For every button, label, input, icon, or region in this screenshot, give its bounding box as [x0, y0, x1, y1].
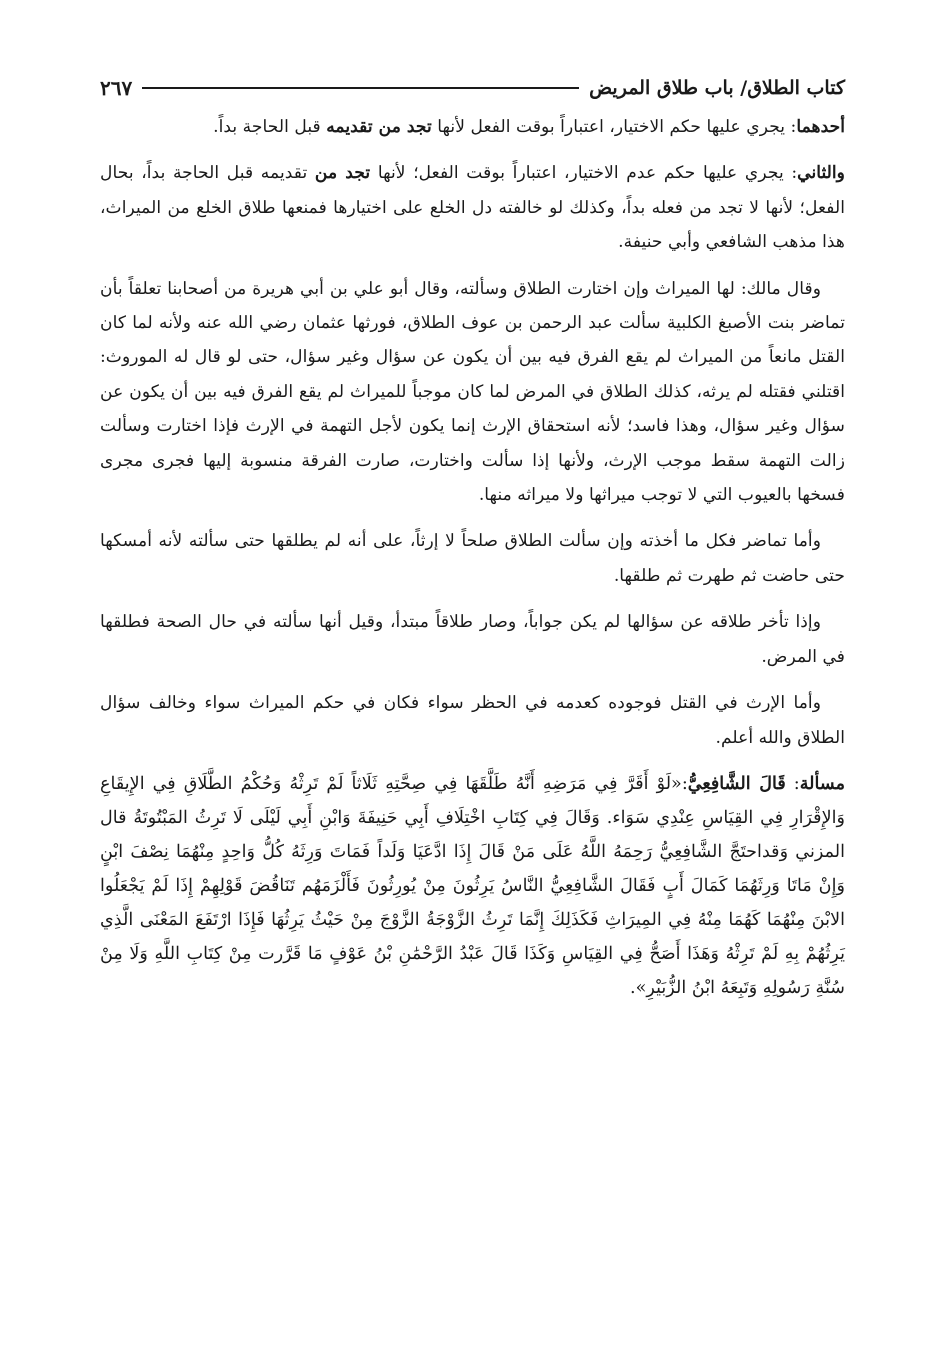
paragraph-second-opinion [100, 156, 845, 259]
paragraph-lead: أحدهما [796, 117, 845, 137]
paragraph-text: قبل الحاجة بداً. [213, 117, 327, 137]
masala-text: :«لَوْ أَقَرَّ فِي مَرَضِهِ أَنَّهُ طَلَّقَهَا فِي صِحَّتِهِ ثَلَاثاً لَمْ تَرِثْهُ وَحُكْمُ الطَّلَاقِ فِي الإِيقَاعِ وَالإِقْرَارِ فِي القِيَاسِ عِنْدِي سَوَاء. وَقَالَ فِي كِتَابِ اخْتِلَافِ أَبِي حَنِيفَةَ وَابْنِ أَبِي لَيْلَى لَا تَرِثُ المَبْتُوتَةُ قال المزني وَقداحتَجَّ الشَّافِعِيُّ رَحِمَهُ اللَّهُ عَلَى مَنْ قَالَ إِذَا ادَّعَيَا وَلَداً فَمَاتَ وَرِثَهُ كُلُّ وَاحِدٍ مِنْهُمَا نِصْفَ ابْنٍ وَإِنْ مَاتَا وَرِثَهُمَا كَمَالَ أَبٍ فَقَالَ الشَّافِعِيُّ النَّاسُ يَرِثُونَ مِنْ يُورِثُونَ فَأَلْزَمَهُم تَنَاقُضَ قَوْلِهِمْ إِذَا لَمْ يَجْعَلُوا الابْنَ مِنْهُمَا كَهُمَا مِنْهُ فِي المِيرَاثِ فَكَذَلِكَ إِنَّمَا تَرِثُ الزَّوْجَةُ الزَّوْجَ مِنْ حَيْثُ يَرِثُهَا فَإِذَا ارْتَفَعَ المَعْنَى الَّذِي يَرِثُهُمْ بِهِ لَمْ تَرِثْهُ وَهَذَا أَصَحُّ فِي القِيَاسِ وَكَذَا قَالَ عَبْدُ الرَّحْمَٰنِ بْنُ عَوْفٍ مَا قَرَّرت مِنْ كِتَابِ اللَّهِ وَلَا مِنْ سُنَّةِ رَسُولِهِ وَتَبِعَهُ ابْنُ الزُّبَيْرِ». [100, 773, 845, 998]
chapter-title: كتاب الطلاق/ باب طلاق المريض [589, 77, 845, 99]
page-body [100, 70, 845, 1017]
header-rule [142, 87, 579, 89]
paragraph-tumadir: وأما تماضر فكل ما أخذته وإن سألت الطلاق صلحاً لا إرثاً، على أنه لم يطلقها حتى سألته لأنه أمسكها حتى حاضت ثم طهرت ثم طلقها. [100, 531, 845, 586]
running-header [100, 70, 845, 106]
paragraph-first-opinion [100, 110, 845, 144]
paragraph-emphasis: تجد من [314, 163, 371, 184]
paragraph-delay: وإذا تأخر طلاقه عن سؤالها لم يكن جواباً، وصار طلاقاً مبتدأ، وقيل أنها سألته في حال الصحة فطلقها في المرض. [100, 612, 845, 667]
paragraph-emphasis: تجد من تقديمه [326, 117, 432, 137]
paragraph-inheritance: وأما الإرث في القتل فوجوده كعدمه في الحظر سواء فكان في حكم الميراث سواء وخالف سؤال الطلاق والله أعلم. [100, 693, 845, 748]
paragraph-text: تقديمه قبل الحاجة بداً، بحال الفعل؛ لأنها لا تجد من فعله بداً، وكذلك لو خالفته دل الخلع على اختيارها فمنعها طلاق الخلع من الميراث، هذا مذهب الشافعي وأبي حنيفة. [100, 163, 845, 253]
paragraph-text: : يجري عليها حكم الاختيار، اعتباراً بوقت الفعل لأنها [431, 117, 797, 137]
masala-separator: : [785, 773, 800, 794]
masala-speaker: قَالَ الشَّافِعِيُّ [687, 772, 786, 794]
masala-paragraph [100, 767, 845, 1005]
paragraph-text: : يجري عليها حكم عدم الاختيار، اعتباراً بوقت الفعل؛ لأنها [370, 163, 798, 184]
masala-label: مسألة [799, 772, 845, 794]
paragraph-malik: وقال مالك: لها الميراث وإن اختارت الطلاق وسألته، وقال أبو علي بن أبي هريرة من أصحابنا تعلقاً بأن تماضر بنت الأصبغ الكلبية سألت عبد الرحمن بن عوف الطلاق، فورثها عثمان رضي الله عنه ولأنه لما كان القتل مانعاً من الميراث لم يقع الفرق فيه بين أن يكون عن سؤال وغير سؤال، حتى لو قال له الموروث: اقتلني فقتله لم يرثه، كذلك الطلاق في المرض لما كان موجباً للميراث لم يقع الفرق فيه بين أن يكون عن سؤال وغير سؤال، وهذا فاسد؛ لأنه استحقاق الإرث إنما يكون لأجل التهمة في الإرث فإذا اختارت وسألت زالت التهمة سقط موجب الإرث، ولأنها إذا سألت واختارت، صارت الفرقة منسوبة إليها فجرى مجرى فسخها بالعيوب التي لا توجب ميراثها ولا ميراثه منها. [100, 278, 846, 506]
paragraph-lead: والثاني [797, 163, 845, 184]
page-number: ٢٦٧ [100, 76, 133, 100]
